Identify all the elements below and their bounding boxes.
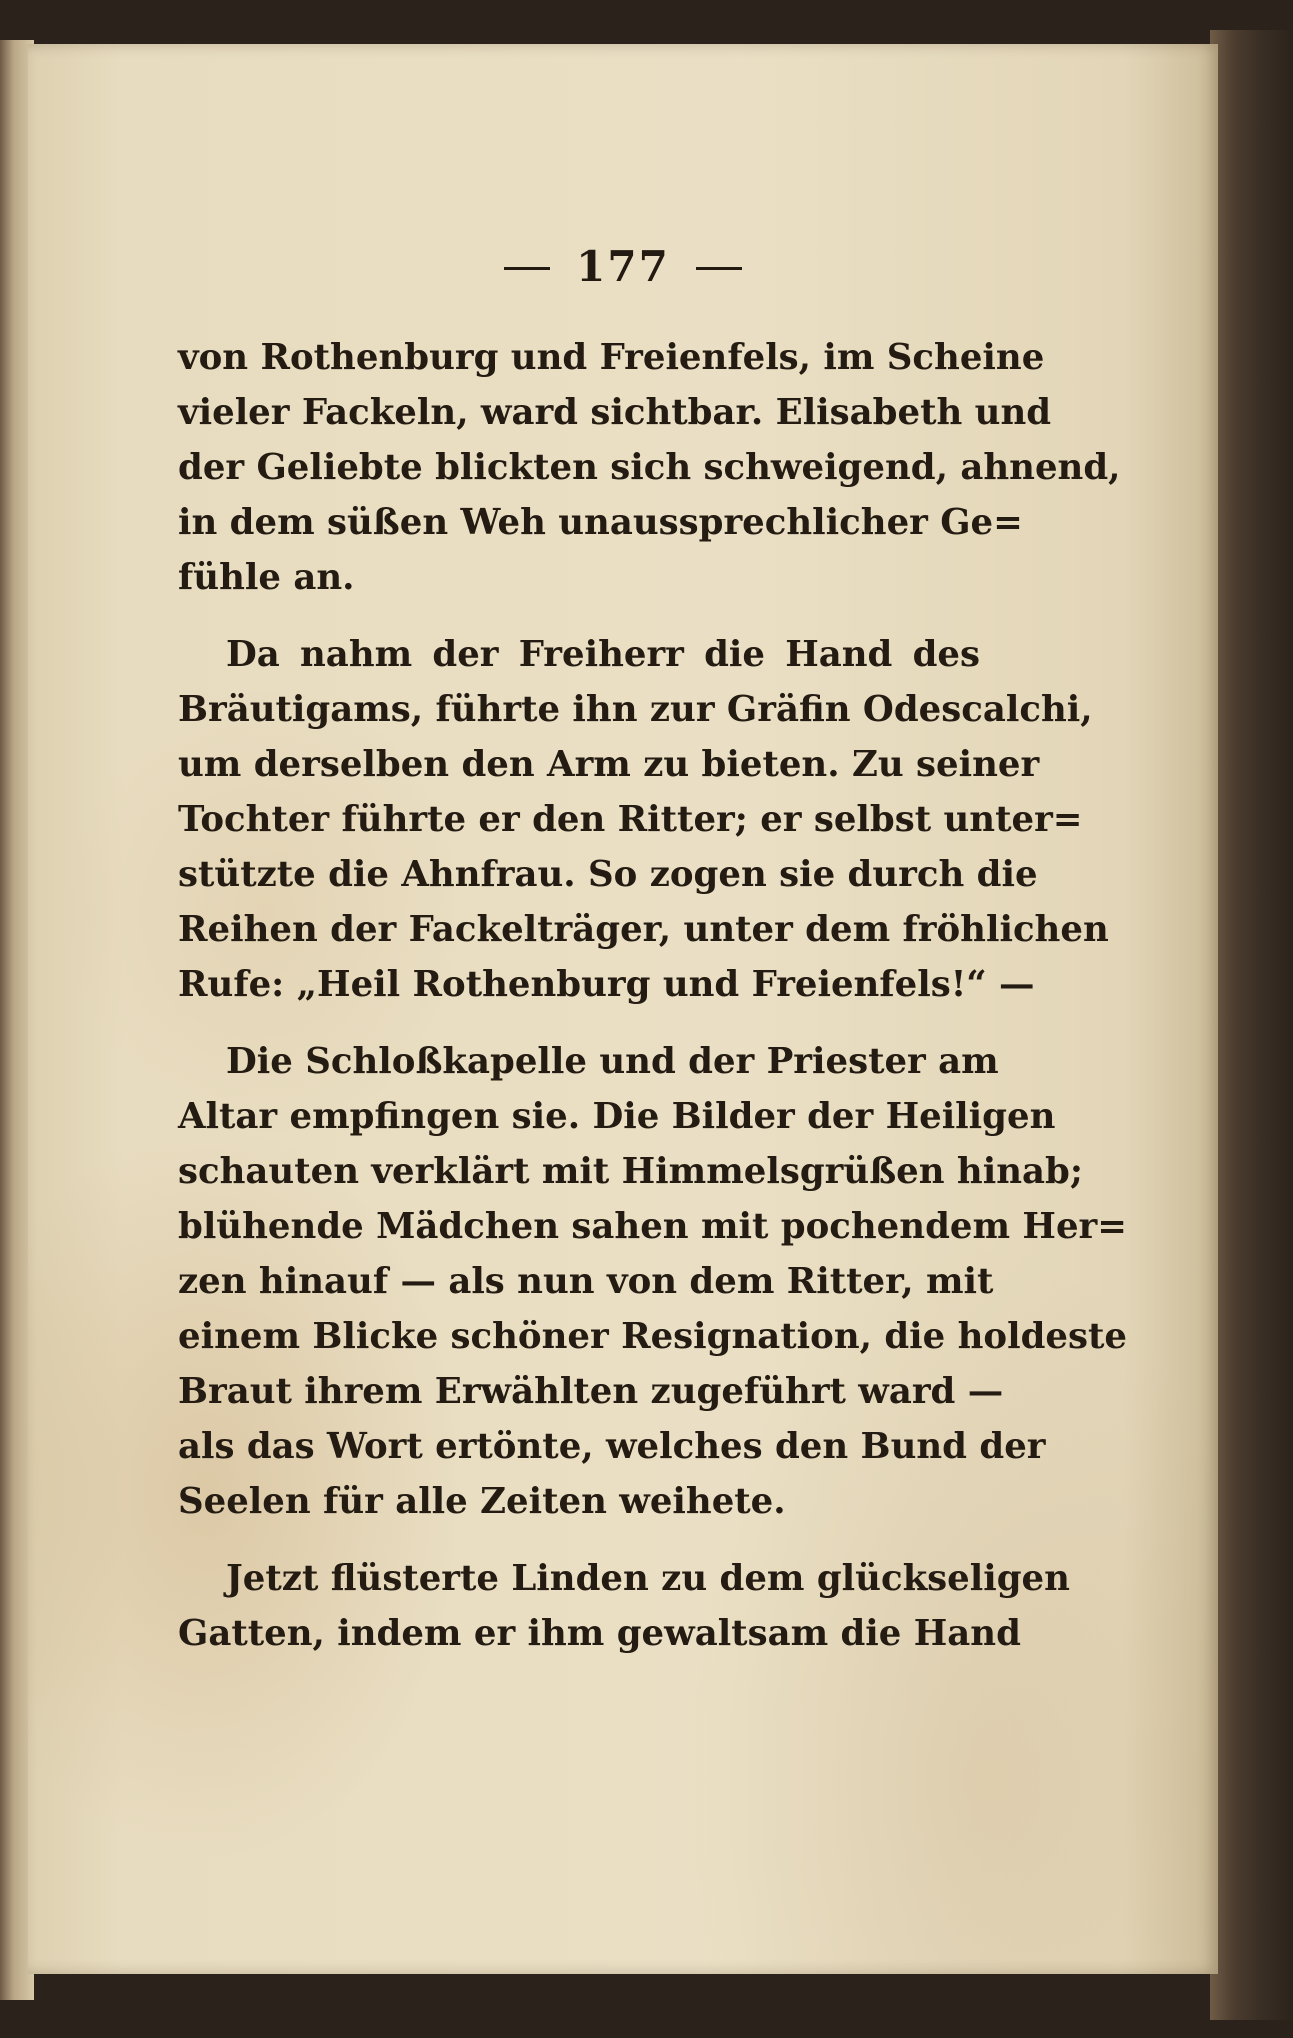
header-dash-left bbox=[504, 267, 550, 270]
paragraph-1 bbox=[178, 330, 1121, 605]
text-line: vieler Fackeln, ward sichtbar. Elisabeth und bbox=[178, 392, 1052, 433]
header-dash-right bbox=[696, 267, 742, 270]
text-line: stützte die Ahnfrau. So zogen sie durch die bbox=[178, 854, 1038, 895]
text-line: Gatten, indem er ihm gewaltsam die Hand bbox=[178, 1613, 1021, 1654]
text-line: Die Schloßkapelle und der Priester am bbox=[226, 1041, 999, 1082]
text-line: Altar empfingen sie. Die Bilder der Heiligen bbox=[178, 1096, 1056, 1137]
text-line: schauten verklärt mit Himmelsgrüßen hinab; bbox=[178, 1151, 1083, 1192]
page-number-header bbox=[28, 242, 1218, 291]
text-line: Bräutigams, führte ihn zur Gräfin Odescalchi, bbox=[178, 689, 1093, 730]
paragraph-3 bbox=[178, 1034, 1127, 1529]
text-line: einem Blicke schöner Resignation, die holdeste bbox=[178, 1316, 1127, 1357]
text-line: Jetzt flüsterte Linden zu dem glückseligen bbox=[226, 1558, 1070, 1599]
text-line: Tochter führte er den Ritter; er selbst unter= bbox=[178, 799, 1083, 840]
body-text bbox=[178, 330, 1127, 1661]
text-line: der Geliebte blickten sich schweigend, ahnend, bbox=[178, 447, 1121, 488]
text-line: Seelen für alle Zeiten weihete. bbox=[178, 1481, 786, 1522]
text-line: zen hinauf — als nun von dem Ritter, mit bbox=[178, 1261, 994, 1302]
page-sheet bbox=[28, 44, 1218, 1974]
text-line: blühende Mädchen sahen mit pochendem Her= bbox=[178, 1206, 1127, 1247]
text-line: von Rothenburg und Freienfels, im Scheine bbox=[178, 337, 1045, 378]
text-line: in dem süßen Weh unaussprechlicher Ge= bbox=[178, 502, 1023, 543]
paragraph-2 bbox=[178, 627, 1109, 1012]
text-line: um derselben den Arm zu bieten. Zu seiner bbox=[178, 744, 1040, 785]
text-line: Da nahm der Freiherr die Hand des bbox=[226, 634, 980, 675]
book-cover-edge bbox=[1210, 30, 1293, 2020]
text-line: Rufe: „Heil Rothenburg und Freienfels!“ — bbox=[178, 964, 1035, 1005]
page-number: 177 bbox=[576, 242, 670, 291]
text-line: Braut ihrem Erwählten zugeführt ward — bbox=[178, 1371, 1004, 1412]
text-line: Reihen der Fackelträger, unter dem fröhlichen bbox=[178, 909, 1109, 950]
text-line: als das Wort ertönte, welches den Bund der bbox=[178, 1426, 1046, 1467]
paragraph-4 bbox=[178, 1551, 1070, 1661]
text-line: fühle an. bbox=[178, 557, 355, 598]
